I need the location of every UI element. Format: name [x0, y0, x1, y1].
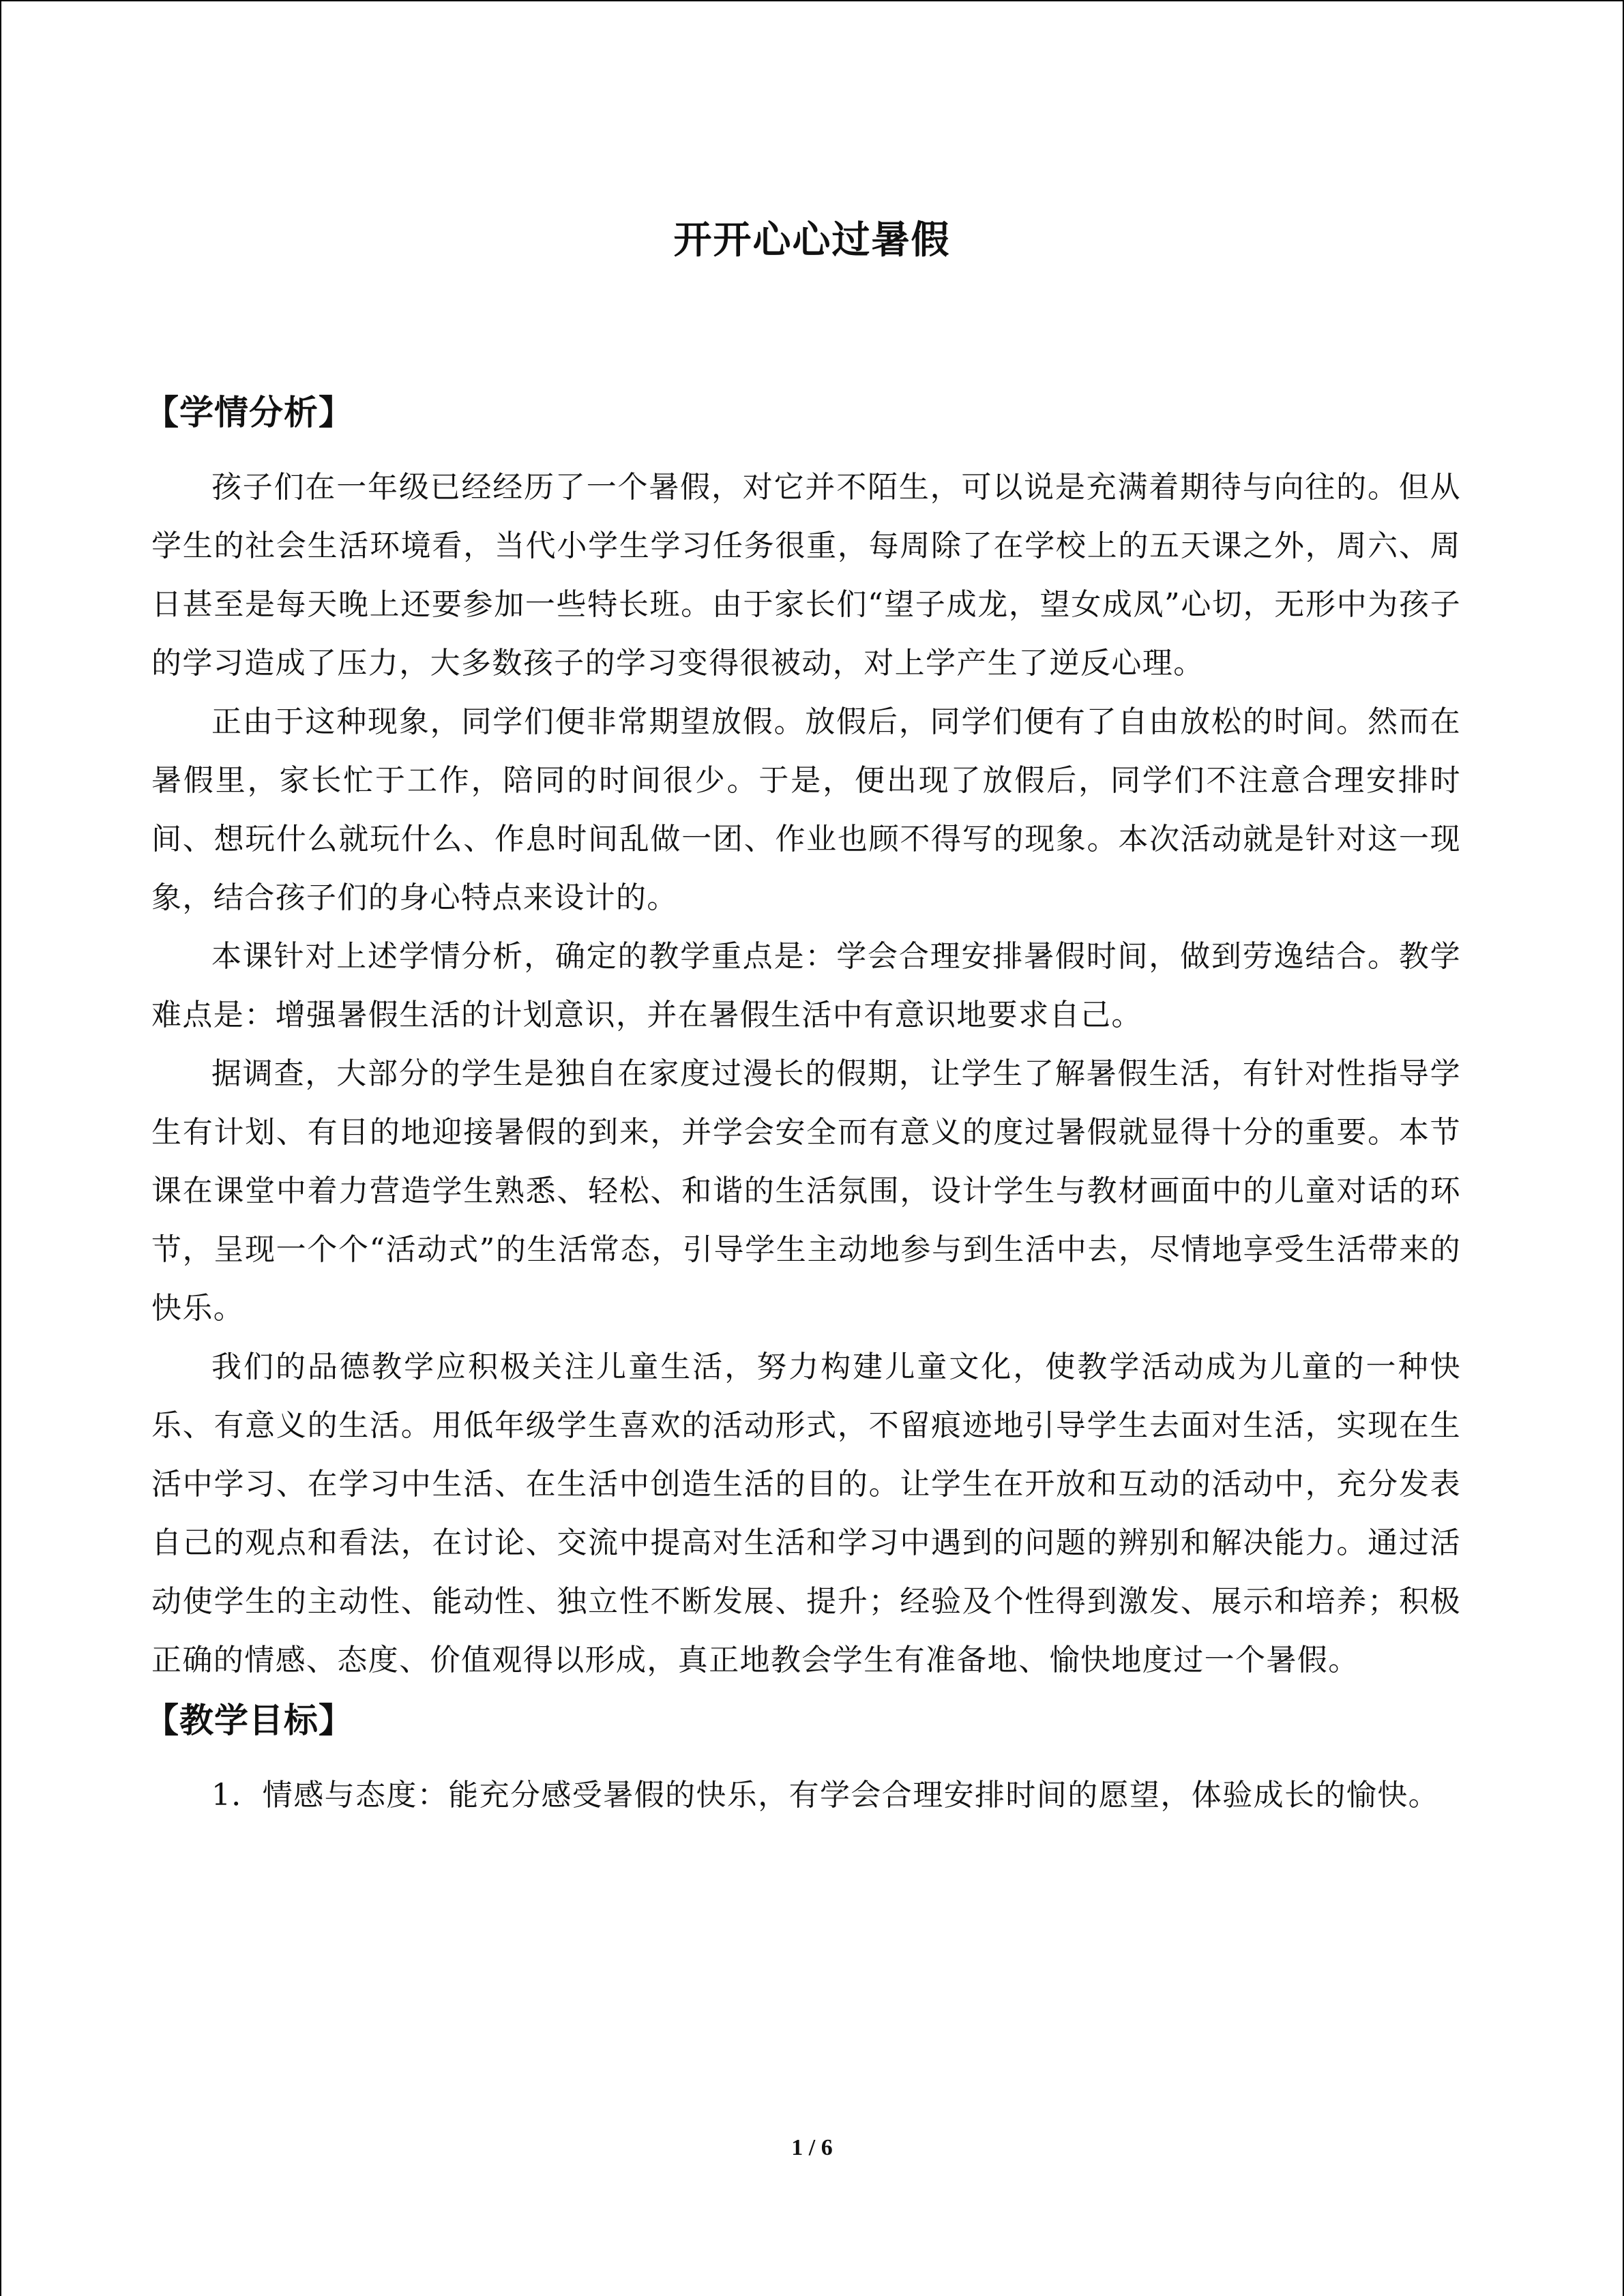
- paragraph: 1．情感与态度：能充分感受暑假的快乐，有学会合理安排时间的愿望，体验成长的愉快。: [211, 1778, 1439, 1813]
- paragraph: 正由于这种现象，同学们便非常期望放假。放假后，同学们便有了自由放松的时间。然而在暑假里，家长忙于工作，陪同的时间很少。于是，便出现了放假后，同学们不注意合理安排时间、想玩什么就玩什么、作息时间乱做一团、作业也顾不得写的现象。本次活动就是针对这一现象，结合孩子们的身心特点来设计的。: [151, 704, 1461, 915]
- paragraph: 本课针对上述学情分析，确定的教学重点是：学会合理安排暑假时间，做到劳逸结合。教学难点是：增强暑假生活的计划意识，并在暑假生活中有意识地要求自己。: [151, 939, 1461, 1032]
- paragraph: 我们的品德教学应积极关注儿童生活，努力构建儿童文化，使教学活动成为儿童的一种快乐、有意义的生活。用低年级学生喜欢的活动形式，不留痕迹地引导学生去面对生活，实现在生活中学习、在学习中生活、在生活中创造生活的目的。让学生在开放和互动的活动中，充分发表自己的观点和看法，在讨论、交流中提高对生活和学习中遇到的问题的辨别和解决能力。通过活动使学生的主动性、能动性、独立性不断发展、提升；经验及个性得到激发、展示和培养；积极正确的情感、态度、价值观得以形成，真正地教会学生有准备地、愉快地度过一个暑假。: [151, 1350, 1461, 1678]
- page-number: 1 / 6: [791, 2135, 833, 2160]
- document-body: [145, 382, 1461, 1825]
- document-title: 开开心心过暑假: [673, 218, 951, 263]
- paragraph: 据调查，大部分的学生是独自在家度过漫长的假期，让学生了解暑假生活，有针对性指导学生有计划、有目的地迎接暑假的到来，并学会安全而有意义的度过暑假就显得十分的重要。本节课在课堂中着力营造学生熟悉、轻松、和谐的生活氛围，设计学生与教材画面中的儿童对话的环节，呈现一个个“活动式”的生活常态，引导学生主动地参与到生活中去，尽情地享受生活带来的快乐。: [151, 1056, 1461, 1326]
- section-heading-analysis: 【学情分析】: [145, 392, 353, 432]
- paragraph: 孩子们在一年级已经经历了一个暑假，对它并不陌生，可以说是充满着期待与向往的。但从学生的社会生活环境看，当代小学生学习任务很重，每周除了在学校上的五天课之外，周六、周日甚至是每天晚上还要参加一些特长班。由于家长们“望子成龙，望女成凤”心切，无形中为孩子的学习造成了压力，大多数孩子的学习变得很被动，对上学产生了逆反心理。: [151, 470, 1461, 681]
- section-heading-objectives: 【教学目标】: [145, 1700, 353, 1740]
